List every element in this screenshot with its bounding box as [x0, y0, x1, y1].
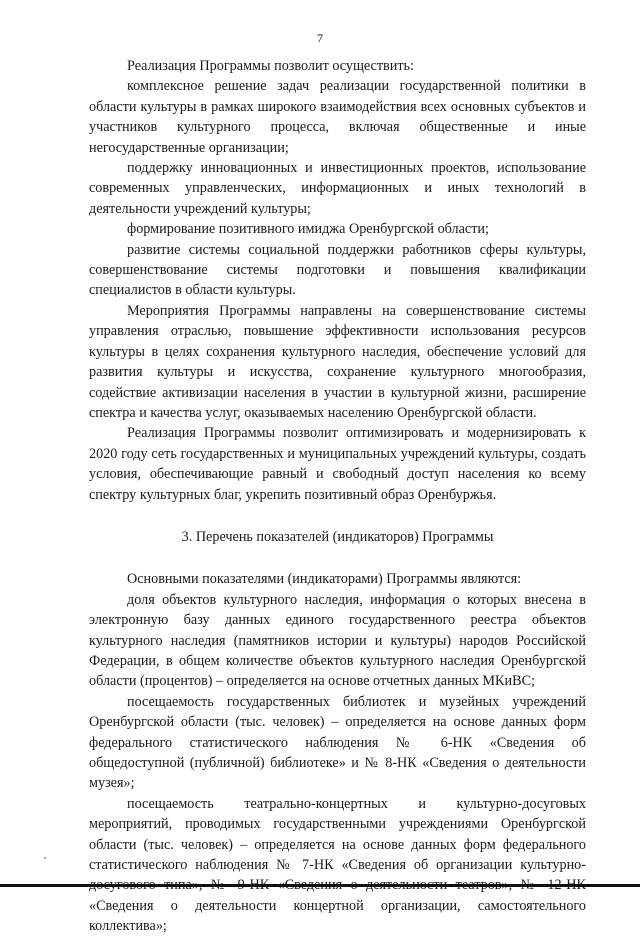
paragraph: Мероприятия Программы направлены на совершенствование системы управления отраслью, повышение эффективности использования ресурсов культуры в целях сохранения культурного наследия, обеспечение условий для развития культуры и искусства, сохранение культурного многообразия, содействие активизации населения в участии в культурной жизни, расширение спектра и качества услуг, оказываемых населению Оренбургской области. — [89, 302, 586, 421]
page-number: 7 — [317, 31, 323, 45]
bottom-rule — [0, 884, 640, 887]
paragraph: Основными показателями (индикаторами) Программы являются: — [127, 571, 522, 588]
scan-speck — [44, 857, 46, 859]
paragraph: комплексное решение задач реализации государственной политики в области культуры в рамках широкого взаимодействия всех основных субъектов и участников культурного процесса, включая общественные и иные негосударственные организации; — [89, 78, 586, 156]
paragraph: формирование позитивного имиджа Оренбургской области; — [127, 221, 489, 238]
section-heading: 3. Перечень показателей (индикаторов) Программы — [181, 528, 494, 545]
document-body — [89, 56, 586, 937]
paragraph: поддержку инновационных и инвестиционных проектов, использование современных управленческих, информационных и иных технологий в деятельности учреждений культуры; — [89, 160, 586, 217]
paragraph: доля объектов культурного наследия, информация о которых внесена в электронную базу данных единого государственного реестра объектов культурного наследия (памятников истории и культуры) народов Российской Федерации, в общем количестве объектов культурного наследия Оренбургской области (процентов) – определяется на основе отчетных данных МКиВС; — [89, 591, 586, 690]
paragraph: посещаемость государственных библиотек и музейных учреждений Оренбургской области (тыс. человек) – определяется на основе данных форм федерального статистического наблюдения № 6-НК «Сведения об общедоступной (публичной) библиотеке» и № 8-НК «Сведения о деятельности музея»; — [89, 693, 586, 792]
paragraph: Реализация Программы позволит осуществить: — [127, 58, 414, 74]
paragraph: развитие системы социальной поддержки работников сферы культуры, совершенствование системы подготовки и повышения квалификации специалистов в области культуры. — [89, 241, 586, 299]
paragraph: посещаемость театрально-концертных и культурно-досуговых мероприятий, проводимых государственными учреждениями Оренбургской области (тыс. человек) – определяется на основе данных форм федерального статистического наблюдения № 7-НК «Сведения об организации культурно- «Сведения о деятельности концертной организации, самостоятельного коллектива»; — [89, 795, 586, 935]
paragraph: Реализация Программы позволит оптимизировать и модернизировать к 2020 году сеть государственных и муниципальных учреждений культуры, создать условия, обеспечивающие равный и свободный доступ населения ко всему спектру культурных благ, укрепить позитивный образ Оренбуржья. — [89, 425, 586, 503]
